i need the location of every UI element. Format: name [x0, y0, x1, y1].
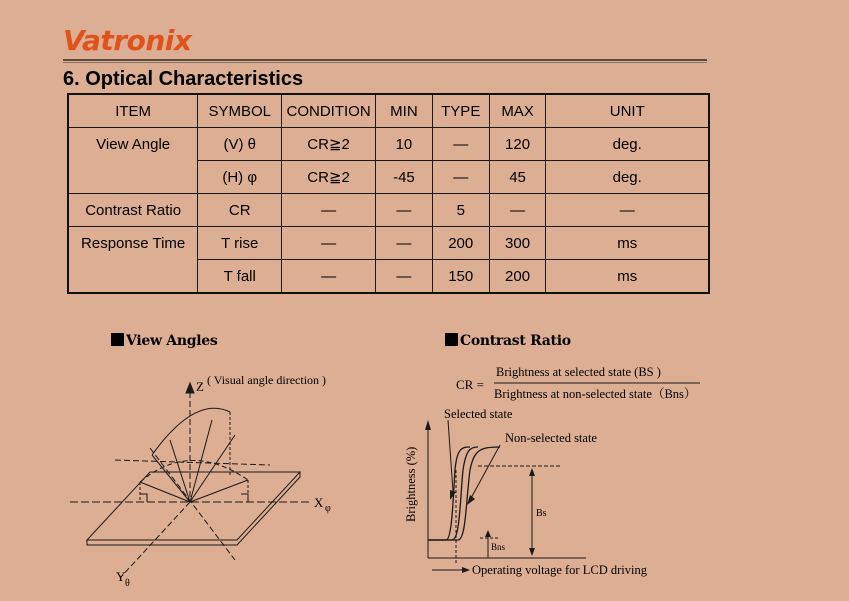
cell-max: 200	[489, 260, 546, 294]
cell-condition: CR≧2	[282, 161, 376, 194]
formula-numerator: Brightness at selected state (BS )	[496, 365, 661, 379]
visual-angle-note: ( Visual angle direction )	[207, 373, 327, 387]
cell-max: —	[489, 194, 546, 227]
formula-denominator: Brightness at non-selected state（Bns）	[494, 387, 697, 401]
nonselected-state-label: Non-selected state	[505, 431, 597, 445]
bs-arrow-top	[529, 468, 535, 476]
y-axis-label: Y	[116, 569, 126, 584]
cell-symbol: T fall	[198, 260, 282, 294]
cell-type: —	[432, 128, 489, 161]
cell-max: 45	[489, 161, 546, 194]
header-max: MAX	[489, 94, 546, 128]
contrast-ratio-heading-text: Contrast Ratio	[460, 333, 571, 349]
cell-item: View Angle	[68, 128, 198, 194]
cell-symbol: T rise	[198, 227, 282, 260]
cell-type: 150	[432, 260, 489, 294]
nonselected-pointer	[470, 445, 500, 500]
cell-min: —	[376, 227, 433, 260]
cell-min: 10	[376, 128, 433, 161]
cell-min: —	[376, 260, 433, 294]
header-unit: UNIT	[546, 94, 709, 128]
cell-min: —	[376, 194, 433, 227]
brightness-axis-arrow	[425, 420, 431, 430]
formula-lhs: CR =	[456, 377, 484, 392]
bs-arrow-bottom	[529, 548, 535, 556]
header-condition: CONDITION	[282, 94, 376, 128]
header-type: TYPE	[432, 94, 489, 128]
brightness-axis-label: Brightness (%)	[404, 446, 418, 522]
cell-condition: CR≧2	[282, 128, 376, 161]
cell-unit: deg.	[546, 161, 709, 194]
selected-state-label: Selected state	[444, 407, 513, 421]
x-axis-label: X	[314, 495, 324, 510]
cell-condition: —	[282, 227, 376, 260]
cell-condition: —	[282, 260, 376, 294]
cell-unit: —	[546, 194, 709, 227]
nonselected-pointer-arrow	[467, 495, 475, 505]
cell-min: -45	[376, 161, 433, 194]
cell-max: 120	[489, 128, 546, 161]
header-symbol: SYMBOL	[198, 94, 282, 128]
bns-label: Bns	[491, 542, 506, 552]
view-angles-heading-text: View Angles	[126, 333, 218, 349]
x-axis-pointer-arrow	[462, 567, 470, 573]
bns-arrow-top	[485, 530, 491, 537]
cell-unit: ms	[546, 227, 709, 260]
bs-label: Bs	[536, 508, 547, 519]
cell-symbol: CR	[198, 194, 282, 227]
cell-type: 200	[432, 227, 489, 260]
header-item: ITEM	[68, 94, 198, 128]
cell-unit: deg.	[546, 128, 709, 161]
voltage-axis-label: Operating voltage for LCD driving	[472, 563, 647, 577]
cell-symbol: (V) θ	[198, 128, 282, 161]
brand-logo: Vatronix	[63, 24, 192, 57]
cell-symbol: (H) φ	[198, 161, 282, 194]
cell-max: 300	[489, 227, 546, 260]
cell-item: Response Time	[68, 227, 198, 294]
cell-type: 5	[432, 194, 489, 227]
x-axis-subscript: φ	[325, 503, 331, 514]
section-title: 6. Optical Characteristics	[63, 68, 304, 90]
selected-pointer	[448, 420, 453, 492]
cell-condition: —	[282, 194, 376, 227]
z-axis-label: Z	[196, 379, 204, 394]
cell-unit: ms	[546, 260, 709, 294]
cell-item: Contrast Ratio	[68, 194, 198, 227]
y-axis-subscript: θ	[125, 578, 130, 589]
header-min: MIN	[376, 94, 433, 128]
nonselected-curve	[428, 447, 500, 540]
cell-type: —	[432, 161, 489, 194]
